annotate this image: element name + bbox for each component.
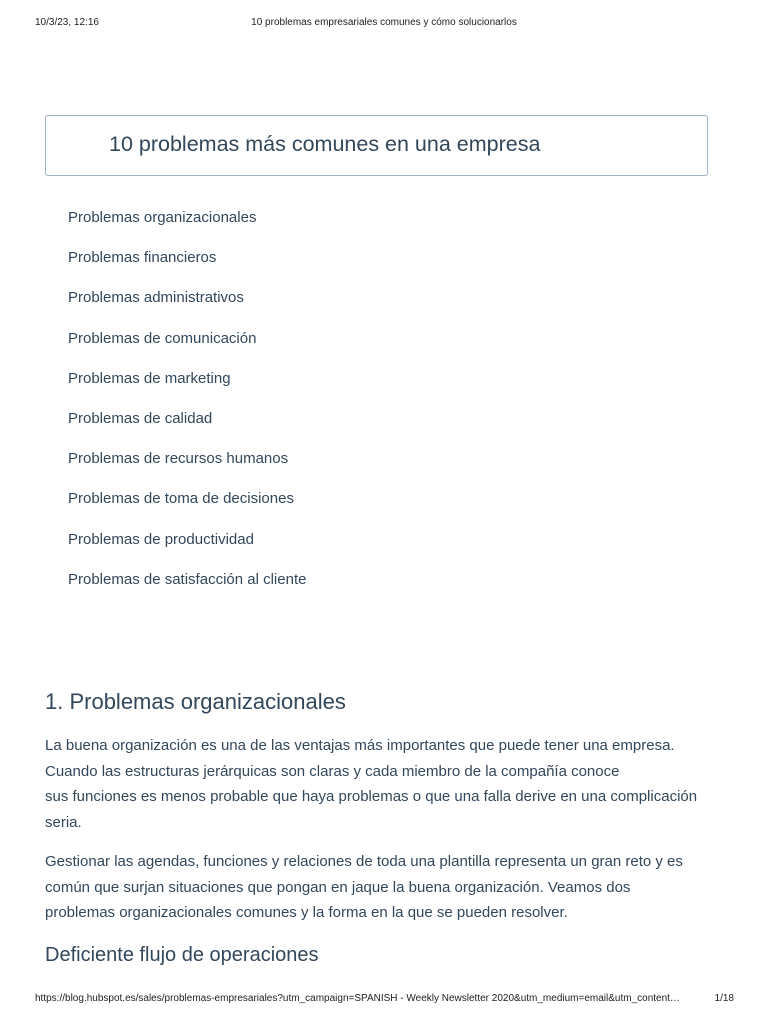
paragraph-line: común que surjan situaciones que pongan en jaque la buena organización. Veamos dos bbox=[45, 878, 631, 896]
toc-link-financieros[interactable]: Problemas financieros bbox=[68, 249, 217, 267]
paragraph-line: Gestionar las agendas, funciones y relaciones de toda una plantilla representa un gran reto y es bbox=[45, 853, 683, 870]
paragraph-line: La buena organización es una de las ventajas más importantes que puede tener una empresa. bbox=[45, 737, 675, 754]
paragraph-line: problemas organizacionales comunes y la forma en la que se pueden resolver. bbox=[45, 904, 568, 922]
paragraph-line: Cuando las estructuras jerárquicas son claras y cada miembro de la compañía conoce bbox=[45, 762, 620, 780]
toc-link-calidad[interactable]: Problemas de calidad bbox=[68, 409, 213, 427]
section-paragraph-2 bbox=[45, 849, 735, 926]
print-footer bbox=[0, 993, 768, 1007]
paragraph-line: seria. bbox=[45, 814, 82, 832]
toc-link-recursos-humanos[interactable]: Problemas de recursos humanos bbox=[68, 450, 289, 468]
toc-list bbox=[68, 209, 306, 611]
page-number: 1/18 bbox=[714, 993, 734, 1004]
toc-link-toma-de-decisiones[interactable]: Problemas de toma de decisiones bbox=[68, 490, 294, 508]
toc-link-satisfaccion-cliente[interactable]: Problemas de satisfacción al cliente bbox=[68, 570, 307, 588]
toc-link-marketing[interactable]: Problemas de marketing bbox=[68, 369, 231, 387]
subsection-heading: Deficiente flujo de operaciones bbox=[45, 944, 319, 966]
print-document-title: 10 problemas empresariales comunes y cómo solucionarlos bbox=[251, 17, 517, 28]
print-datetime: 10/3/23, 12:16 bbox=[35, 17, 99, 28]
print-header bbox=[0, 17, 768, 31]
print-url: https://blog.hubspot.es/sales/problemas-empresariales?utm_campaign=SPANISH - Weekly Newsletter 2020&utm_medium=email&utm_content… bbox=[35, 993, 680, 1004]
toc-link-comunicacion[interactable]: Problemas de comunicación bbox=[68, 329, 257, 347]
paragraph-line: sus funciones es menos probable que haya problemas o que una falla derive en una complicación bbox=[45, 788, 698, 806]
section-paragraph-1 bbox=[45, 733, 735, 836]
toc-title: 10 problemas más comunes en una empresa bbox=[109, 132, 541, 156]
toc-link-productividad[interactable]: Problemas de productividad bbox=[68, 530, 254, 548]
toc-link-administrativos[interactable]: Problemas administrativos bbox=[68, 289, 244, 307]
toc-link-organizacionales[interactable]: Problemas organizacionales bbox=[68, 209, 257, 226]
table-of-contents-box bbox=[45, 115, 708, 176]
section-heading: 1. Problemas organizacionales bbox=[45, 689, 346, 714]
